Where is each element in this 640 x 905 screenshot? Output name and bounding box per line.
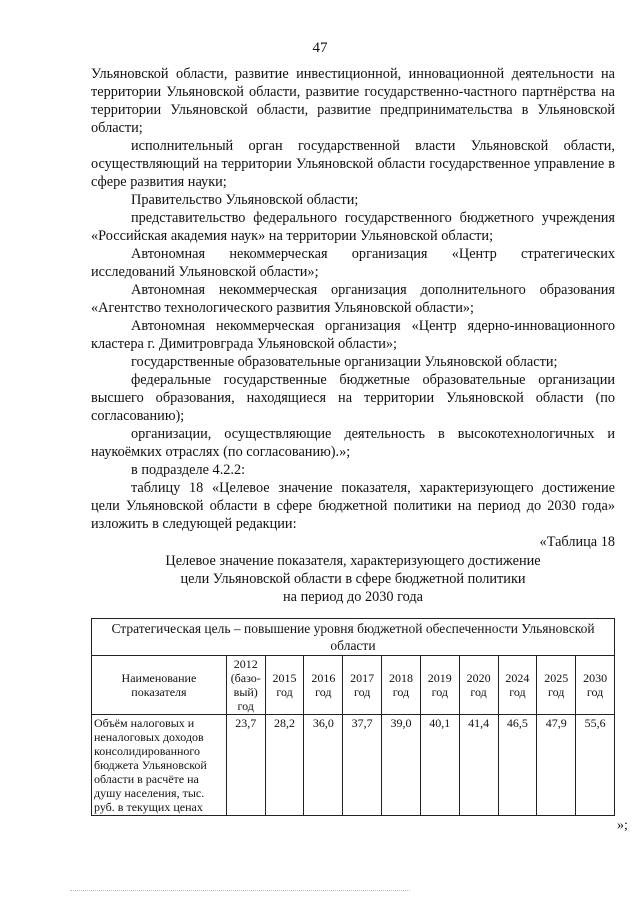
scan-artifact-line: [70, 890, 410, 892]
paragraph: Ульяновской области, развитие инвестиционной, инновационной деятельности на территории Ульяновской области, развитие государственно-частного партнёрства на территории Ульяновской области, развитие предпринимательства в Ульяновской области;: [91, 66, 615, 136]
paragraph: представительство федерального государственного бюджетного учреждения «Российская академия наук» на территории Ульяновской области;: [91, 210, 615, 244]
paragraph: таблицу 18 «Целевое значение показателя, характеризующего достижение цели Ульяновской области в сфере бюджетной политики на период до 2030 года» изложить в следующей редакции:: [91, 480, 615, 532]
header-year-cell: 2025 год: [537, 656, 576, 715]
value-cell: 46,5: [498, 715, 537, 816]
page-number: 47: [312, 40, 328, 56]
header-year-cell: 2030 год: [576, 656, 615, 715]
header-name-cell: Наименование показателя: [92, 656, 227, 715]
value-cell: 37,7: [343, 715, 382, 816]
table-title-line: на период до 2030 года: [283, 589, 423, 605]
indicator-table: [91, 618, 615, 816]
table-row: [92, 715, 615, 816]
value-cell: 41,4: [459, 715, 498, 816]
paragraph: федеральные государственные бюджетные образовательные организации высшего образования, находящиеся на территории Ульяновской области (по согласованию);: [91, 372, 615, 424]
paragraph: организации, осуществляющие деятельность в высокотехнологичных и наукоёмких отраслях (по согласованию).»;: [91, 426, 615, 460]
table-caption: «Таблица 18: [539, 534, 615, 550]
header-year-cell: 2024 год: [498, 656, 537, 715]
paragraph: исполнительный орган государственной власти Ульяновской области, осуществляющий на территории Ульяновской области государственное управление в сфере развития науки;: [91, 138, 615, 190]
header-year-cell: 2019 год: [420, 656, 459, 715]
paragraph: Автономная некоммерческая организация «Центр стратегических исследований Ульяновской области»;: [91, 246, 615, 280]
value-cell: 36,0: [304, 715, 343, 816]
paragraph: в подразделе 4.2.2:: [131, 462, 246, 478]
paragraph: Правительство Ульяновской области;: [131, 192, 359, 208]
table-title-line: Целевое значение показателя, характеризующего достижение: [165, 553, 541, 569]
value-cell: 55,6: [576, 715, 615, 816]
body-text: [91, 65, 615, 551]
header-year-cell: 2015 год: [265, 656, 304, 715]
indicator-name-cell: Объём налоговых и неналоговых доходов консолидированного бюджета Ульяновской области в расчёте на душу населения, тыс. руб. в текущих ценах: [92, 715, 227, 816]
value-cell: 47,9: [537, 715, 576, 816]
paragraph: Автономная некоммерческая организация «Центр ядерно-инновационного кластера г. Димитровграда Ульяновской области»;: [91, 318, 615, 352]
closing-quote-mark: »;: [617, 818, 628, 833]
header-year-cell: 2020 год: [459, 656, 498, 715]
table-title-line: цели Ульяновской области в сфере бюджетной политики: [180, 571, 526, 587]
value-cell: 28,2: [265, 715, 304, 816]
goal-cell: Стратегическая цель – повышение уровня бюджетной обеспеченности Ульяновской области: [92, 619, 615, 656]
paragraph: государственные образовательные организации Ульяновской области;: [131, 354, 558, 370]
table-title: [91, 552, 615, 606]
paragraph: Автономная некоммерческая организация дополнительного образования «Агентство технологического развития Ульяновской области»;: [91, 282, 615, 316]
table-goal-row: [92, 619, 615, 656]
header-year-cell: 2017 год: [343, 656, 382, 715]
value-cell: 39,0: [382, 715, 421, 816]
header-year-cell: 2012 (базо-вый) год: [226, 656, 265, 715]
value-cell: 40,1: [420, 715, 459, 816]
header-year-cell: 2018 год: [382, 656, 421, 715]
table-header-row: [92, 656, 615, 715]
value-cell: 23,7: [226, 715, 265, 816]
header-year-cell: 2016 год: [304, 656, 343, 715]
